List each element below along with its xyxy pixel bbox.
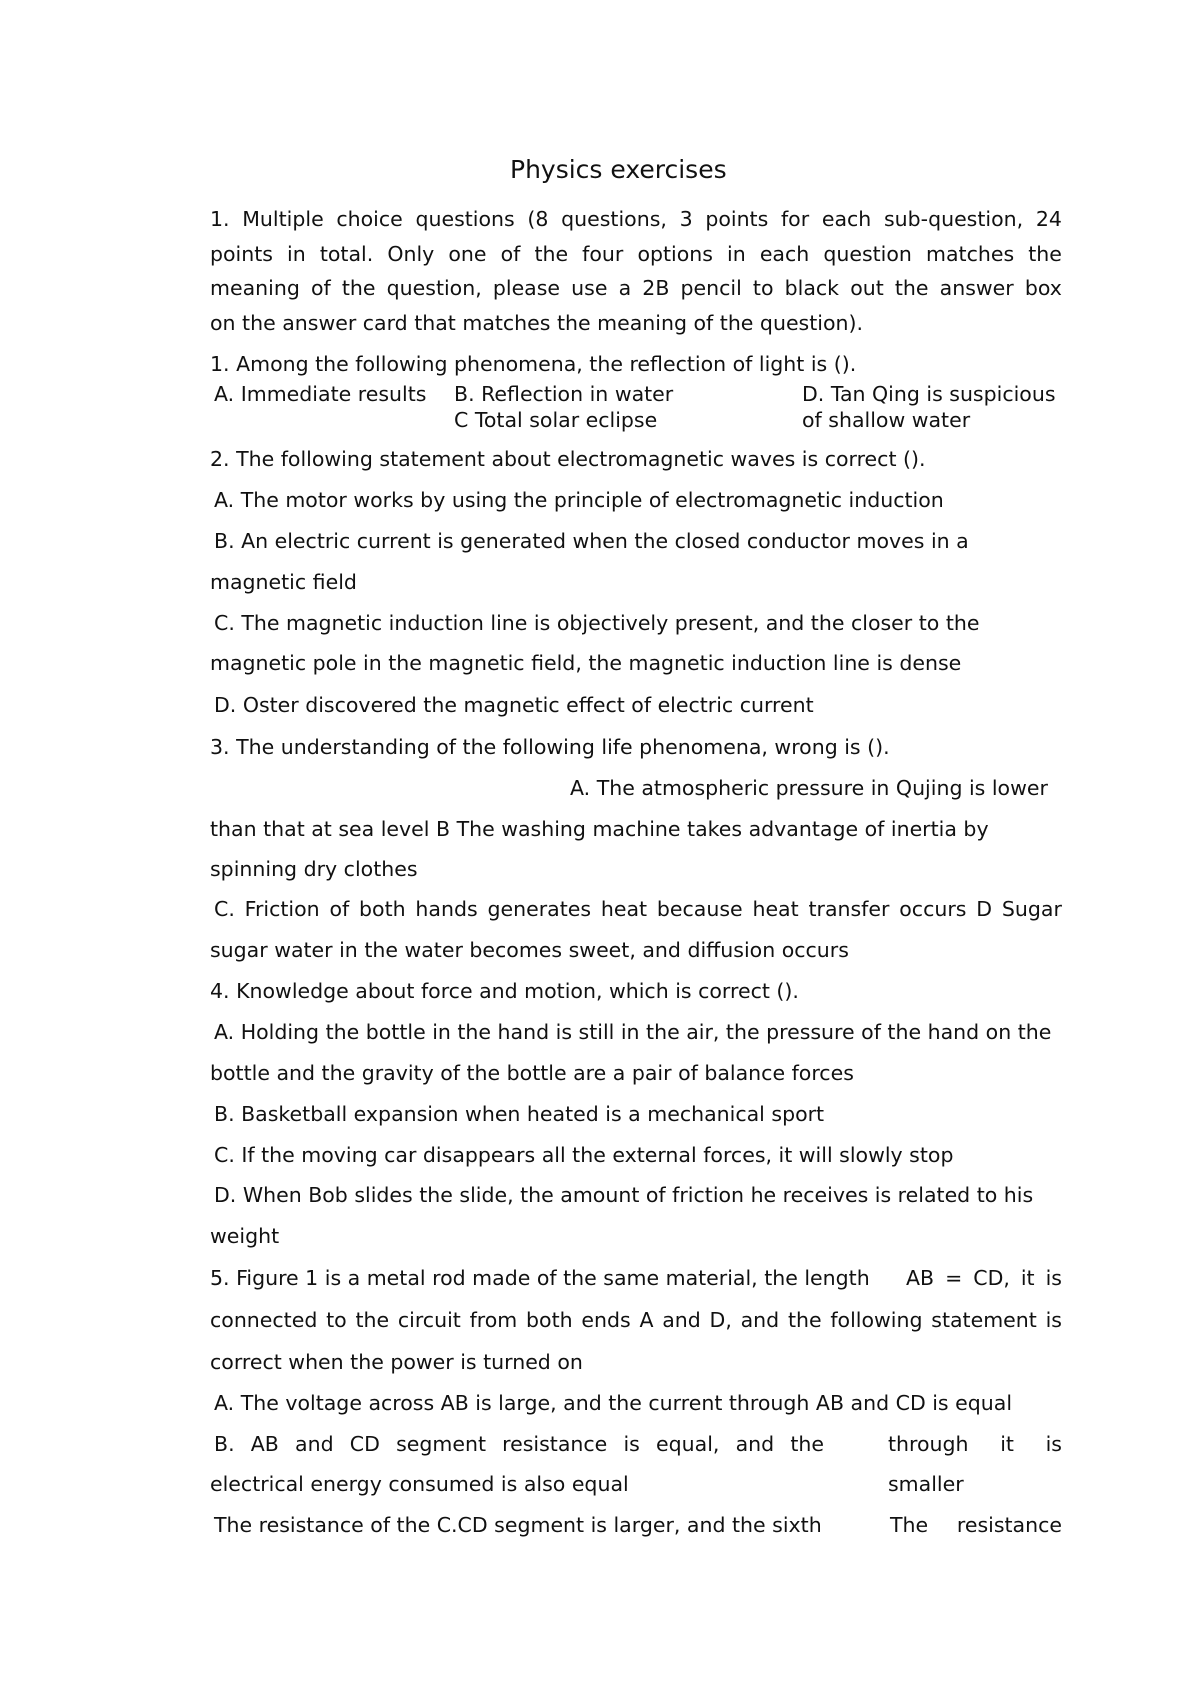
q4-option-a-line1: A. Holding the bottle in the hand is still in the air, the pressure of the hand on the (214, 1020, 1052, 1044)
q3-line-b: than that at sea level B The washing machine takes advantage of inertia by (210, 817, 989, 841)
word: CD (349, 1432, 380, 1456)
page-title: Physics exercises (510, 155, 727, 184)
word: D (976, 897, 993, 921)
word: question, (386, 276, 482, 300)
word: options (637, 242, 713, 266)
q4-option-d-line1: D. When Bob slides the slide, the amount of friction he receives is related to his (214, 1183, 1034, 1207)
q4-option-b: B. Basketball expansion when heated is a mechanical sport (214, 1102, 825, 1126)
word: circuit (397, 1308, 461, 1332)
word: four (582, 242, 624, 266)
intro-line-1 (210, 206, 1062, 232)
word: 1. (210, 207, 230, 231)
q4-option-d-line2: weight (210, 1224, 280, 1248)
word: A (639, 1308, 654, 1332)
word: heat (600, 897, 648, 921)
q1-option-a: A. Immediate results (214, 382, 427, 406)
word: segment (396, 1432, 486, 1456)
word: the (1028, 242, 1062, 266)
word: AB (906, 1266, 935, 1290)
intro-line-4: on the answer card that matches the meaning of the question). (210, 311, 864, 335)
word: matches (926, 242, 1015, 266)
intro-line-2 (210, 241, 1062, 267)
word: question (823, 242, 912, 266)
word: both (359, 897, 406, 921)
q5-line1-left: 5. Figure 1 is a metal rod made of the same material, the length (210, 1266, 870, 1290)
intro-line-3 (210, 275, 1062, 301)
q4-option-c: C. If the moving car disappears all the external forces, it will slowly stop (214, 1143, 954, 1167)
word: sub-question, (883, 207, 1024, 231)
q5-line-b2-right: smaller (888, 1472, 964, 1496)
q1-option-d-line2: of shallow water (802, 408, 971, 432)
word: 3 (679, 207, 693, 231)
q5-option-a: A. The voltage across AB is large, and the current through AB and CD is equal (214, 1391, 1013, 1415)
word: box (1024, 276, 1062, 300)
word: Only (387, 242, 435, 266)
word: points (705, 207, 769, 231)
word: out (850, 276, 884, 300)
word: is (1045, 1308, 1062, 1332)
word: following (830, 1308, 923, 1332)
word: 24 (1035, 207, 1062, 231)
q3-line-a: A. The atmospheric pressure in Qujing is lower (570, 776, 1048, 800)
word: of (500, 242, 521, 266)
q5-option-b-right (888, 1431, 1062, 1457)
word: B. (214, 1432, 235, 1456)
q4-option-a-line2: bottle and the gravity of the bottle are a pair of balance forces (210, 1061, 854, 1085)
word: choice (336, 207, 403, 231)
q1-option-b: B. Reflection in water (454, 382, 674, 406)
word: occurs (899, 897, 967, 921)
word: the (534, 242, 569, 266)
word: of (310, 276, 331, 300)
word: through (888, 1432, 969, 1456)
word: C. (214, 897, 235, 921)
word: D, (709, 1308, 732, 1332)
word: to (326, 1308, 347, 1332)
word: The (890, 1513, 929, 1537)
word: 2B (642, 276, 670, 300)
q1-option-d-line1: D. Tan Qing is suspicious (802, 382, 1056, 406)
word: pencil (680, 276, 742, 300)
word: and (735, 1432, 775, 1456)
word: equal, (656, 1432, 720, 1456)
word: in (727, 242, 746, 266)
word: the (787, 1308, 822, 1332)
q2-option-a: A. The motor works by using the principle of electromagnetic induction (214, 488, 944, 512)
q2-option-d: D. Oster discovered the magnetic effect of electric current (214, 693, 814, 717)
word: each (821, 207, 872, 231)
word: connected (210, 1308, 318, 1332)
word: resistance (956, 1513, 1062, 1537)
word: Friction (244, 897, 320, 921)
word: is (623, 1432, 640, 1456)
q1-stem: 1. Among the following phenomena, the reflection of light is (). (210, 352, 857, 376)
word: it (1020, 1266, 1035, 1290)
word: use (571, 276, 608, 300)
word: a (618, 276, 632, 300)
word: the (341, 276, 376, 300)
q5-line-b2-left: electrical energy consumed is also equal (210, 1472, 629, 1496)
q3-line-d (214, 896, 1062, 922)
q5-line3: correct when the power is turned on (210, 1350, 583, 1374)
word: total. (319, 242, 374, 266)
q3-line-e: sugar water in the water becomes sweet, and diffusion occurs (210, 938, 849, 962)
word: questions (415, 207, 515, 231)
word: to (752, 276, 774, 300)
q4-stem: 4. Knowledge about force and motion, which is correct (). (210, 979, 799, 1003)
word: Multiple (242, 207, 324, 231)
word: = (945, 1266, 963, 1290)
word: the (355, 1308, 390, 1332)
word: each (759, 242, 810, 266)
word: one (448, 242, 487, 266)
q3-line-c: spinning dry clothes (210, 857, 418, 881)
word: and (295, 1432, 334, 1456)
q5-line1-right (906, 1265, 1062, 1291)
q3-stem: 3. The understanding of the following life phenomena, wrong is (). (210, 735, 890, 759)
word: questions, (561, 207, 667, 231)
word: ends (581, 1308, 631, 1332)
word: AB (250, 1432, 279, 1456)
word: for (780, 207, 810, 231)
word: heat (752, 897, 799, 921)
word: both (526, 1308, 573, 1332)
word: and (740, 1308, 780, 1332)
word: from (469, 1308, 518, 1332)
word: it (1000, 1432, 1014, 1456)
word: statement (931, 1308, 1037, 1332)
word: generates (487, 897, 592, 921)
word: of (329, 897, 350, 921)
word: Sugar (1001, 897, 1062, 921)
word: black (784, 276, 840, 300)
word: answer (939, 276, 1014, 300)
q2-option-c-line1: C. The magnetic induction line is objectively present, and the closer to the (214, 611, 980, 635)
word: points (210, 242, 273, 266)
word: the (894, 276, 929, 300)
word: (8 (527, 207, 549, 231)
word: in (287, 242, 306, 266)
word: resistance (502, 1432, 608, 1456)
word: the (790, 1432, 824, 1456)
word: transfer (808, 897, 890, 921)
q1-option-c: C Total solar eclipse (454, 408, 658, 432)
q5-line-c-left: The resistance of the C.CD segment is larger, and the sixth (214, 1513, 822, 1537)
word: CD, (973, 1266, 1010, 1290)
q2-option-b-line1: B. An electric current is generated when the closed conductor moves in a (214, 529, 969, 553)
q5-line2 (210, 1307, 1062, 1333)
word: is (1045, 1432, 1062, 1456)
word: meaning (210, 276, 300, 300)
word: please (492, 276, 561, 300)
q2-option-c-line2: magnetic pole in the magnetic field, the magnetic induction line is dense (210, 651, 962, 675)
q5-option-b-left (214, 1431, 824, 1457)
q5-line-c-right (890, 1512, 1062, 1538)
word: hands (415, 897, 478, 921)
q2-option-b-line2: magnetic field (210, 570, 357, 594)
q2-stem: 2. The following statement about electromagnetic waves is correct (). (210, 447, 926, 471)
word: is (1045, 1266, 1062, 1290)
word: and (662, 1308, 701, 1332)
word: because (656, 897, 743, 921)
